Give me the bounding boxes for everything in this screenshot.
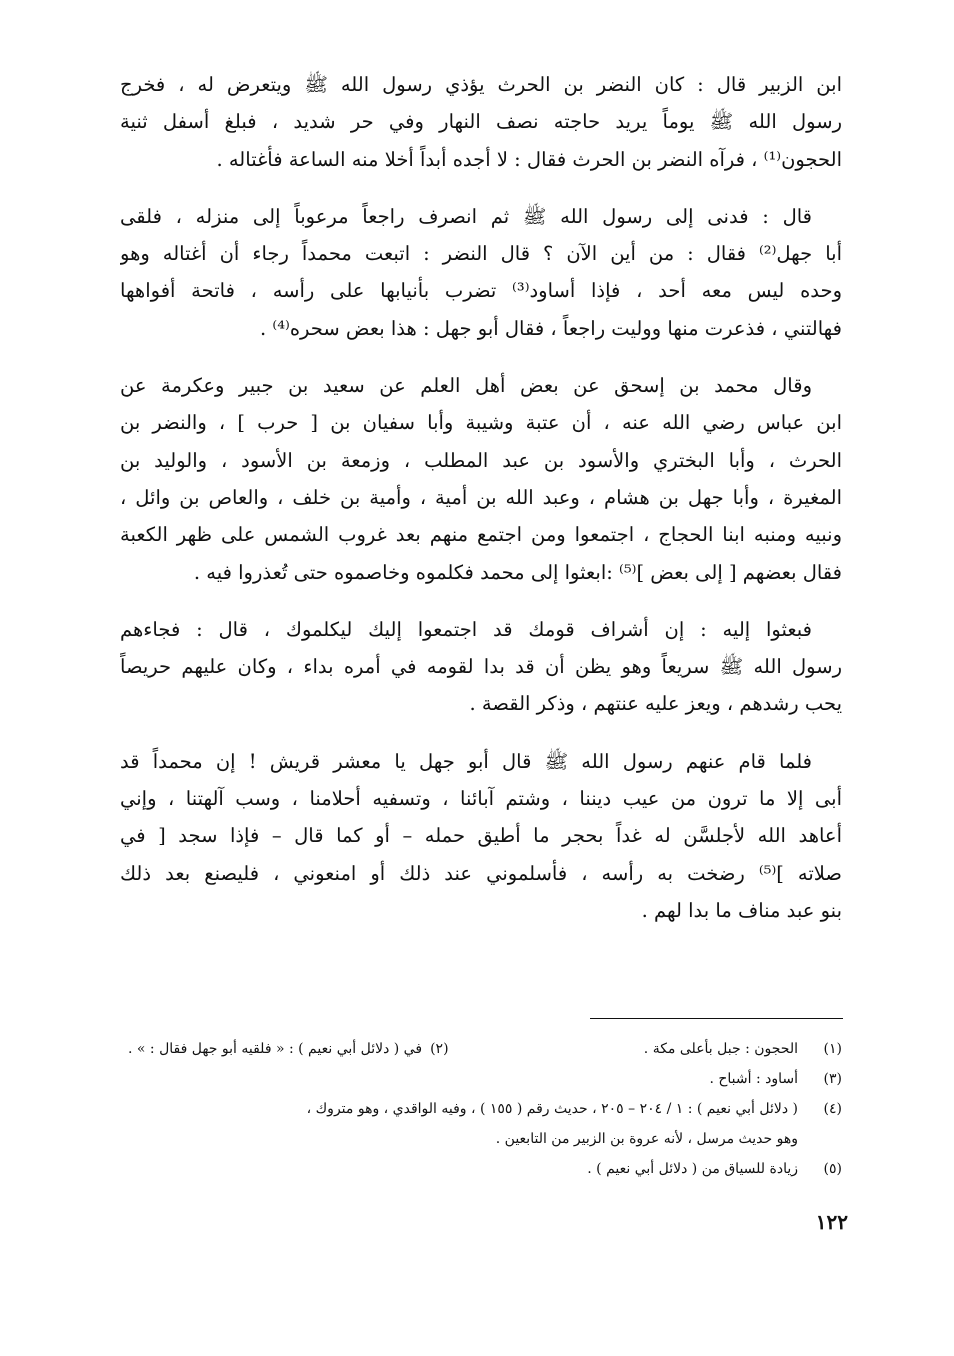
footnote-text: في ( دلائل أبي نعيم ) : « فلقيه أبو جهل فقال : » .	[128, 1041, 423, 1057]
footnote-5	[128, 1154, 842, 1184]
footnote-text: زيادة للسياق من ( دلائل أبي نعيم ) .	[587, 1161, 798, 1177]
footnote-number: (٣)	[823, 1071, 842, 1087]
footnotes	[128, 1034, 842, 1184]
page-body	[120, 66, 842, 949]
text-line: ابن عباس رضي الله عنه ، أن عتبة وشيبة وأبا سفيان بن [ حرب ] ، والنضر بن	[120, 411, 842, 435]
footnote-number: (٢)	[430, 1041, 449, 1057]
footnote-divider	[590, 1018, 843, 1019]
text-line: فلما قام عنهم رسول الله ﷺ قال أبو جهل يا معشر قريش ! إن محمداً قد	[120, 749, 812, 773]
text-line: رسول الله ﷺ يوماً يريد حاجته نصف النهار وفي حر شديد ، فبلغ أسفل ثنية	[120, 110, 842, 134]
paragraph-4	[120, 611, 842, 723]
text-line: ونبيه ومنبه ابنا الحجاج ، اجتمعوا ومن اجتمع منهم بعد غروب الشمس على ظهر الكعبة	[120, 523, 842, 547]
footnote-text: الحجون : جبل بأعلى مكة .	[643, 1041, 798, 1057]
footnote-2	[128, 1034, 449, 1064]
paragraph-2	[120, 198, 842, 347]
text-line: وحده ليس معه أحد ، فإذا أساود⁽³⁾ تضرب بأنيابها على رأسه ، فاتحة أفواهها	[120, 279, 842, 303]
footnote-text: ( دلائل أبي نعيم ) : ١ / ٢٠٤ – ٢٠٥ ، حديث رقم ( ١٥٥ ) ، وفيه الواقدي ، وهو متروك ،	[306, 1101, 798, 1117]
paragraph-3	[120, 367, 842, 591]
footnote-number: (٥)	[823, 1161, 842, 1177]
text-line: وقال محمد بن إسحق عن بعض أهل العلم عن سعيد بن جبير وعكرمة عن	[120, 374, 812, 398]
footnote-number: (١)	[823, 1041, 842, 1057]
text-line: صلاته ]⁽⁵⁾ رضخت به رأسه ، فأسلموني عند ذلك أو امنعوني ، فليصنع بعد ذلك	[120, 861, 842, 885]
text-line: الحجون⁽¹⁾ ، فرآه النضر بن الحرث فقال : لا أجده أبداً أخلا منه الساعة فأغتاله .	[216, 147, 842, 171]
text-line: فبعثوا إليه : إن أشراف قومك قد اجتمعوا إليك ليكلموك ، قال : فجاءهم	[120, 617, 812, 641]
text-line: بنو عبد مناف ما بدا لهم .	[641, 898, 842, 922]
text-line: الحرث ، وأبا البختري والأسود بن عبد المطلب ، وزمعة بن الأسود ، والوليد بن	[120, 448, 842, 472]
footnote-number: (٤)	[823, 1101, 842, 1117]
footnote-3	[128, 1064, 842, 1094]
footnote-1	[644, 1034, 842, 1064]
page-number: ١٢٢	[815, 1210, 848, 1234]
text-line: فقال بعضهم [ إلى بعض ]⁽⁵⁾ :ابعثوا إلى محمد فكلموه وخاصموه حتى تُعذروا فيه .	[193, 560, 842, 584]
footnote-row-1-2	[128, 1034, 842, 1064]
text-line: أعاهد الله لأجلسَّن له غداً بحجر ما أطيق حمله – أو كما قال – فإذا سجد [ في	[120, 824, 842, 848]
text-line: رسول الله ﷺ سريعاً وهو يظن أن قد بدا لقومه في أمره بداء ، وكان عليهم حريصاً	[120, 655, 842, 679]
text-line: ابن الزبير قال : كان النضر بن الحرث يؤذي رسول الله ﷺ ويتعرض له ، فخرج	[120, 73, 842, 96]
text-line: قال : فدنى إلى رسول الله ﷺ ثم انصرف راجعاً مرعوباً إلى منزله ، فلقى	[120, 204, 812, 228]
text-line: فهالتني ، فذعرت منها ووليت راجعاً ، فقال أبو جهل : هذا بعض سحره⁽⁴⁾ .	[260, 316, 842, 340]
paragraph-1	[120, 66, 842, 178]
text-line: المغيرة ، وأبا جهل بن هشام ، وعبد الله بن أمية ، وأمية بن خلف ، والعاص بن وائل ،	[120, 485, 842, 509]
paragraph-5	[120, 743, 842, 929]
text-line: أبا جهل⁽²⁾ فقال : من أين الآن ؟ قال النضر : اتبعت محمداً رجاء أن أغتاله وهو	[120, 242, 842, 266]
text-line: أبى إلا ما ترون من عيب ديننا ، وشتم آبائنا ، وتسفيه أحلامنا ، وسب آلهتنا ، وإني	[120, 787, 842, 811]
text-line: يحب رشدهم ، ويعز عليه عنتهم ، وذكر القصة .	[469, 692, 842, 716]
footnote-4-continuation: وهو حديث مرسل ، لأنه عروة بن الزبير من التابعين .	[495, 1131, 798, 1147]
footnote-text: أساود : أشباح .	[709, 1071, 798, 1087]
footnote-4	[128, 1094, 842, 1124]
